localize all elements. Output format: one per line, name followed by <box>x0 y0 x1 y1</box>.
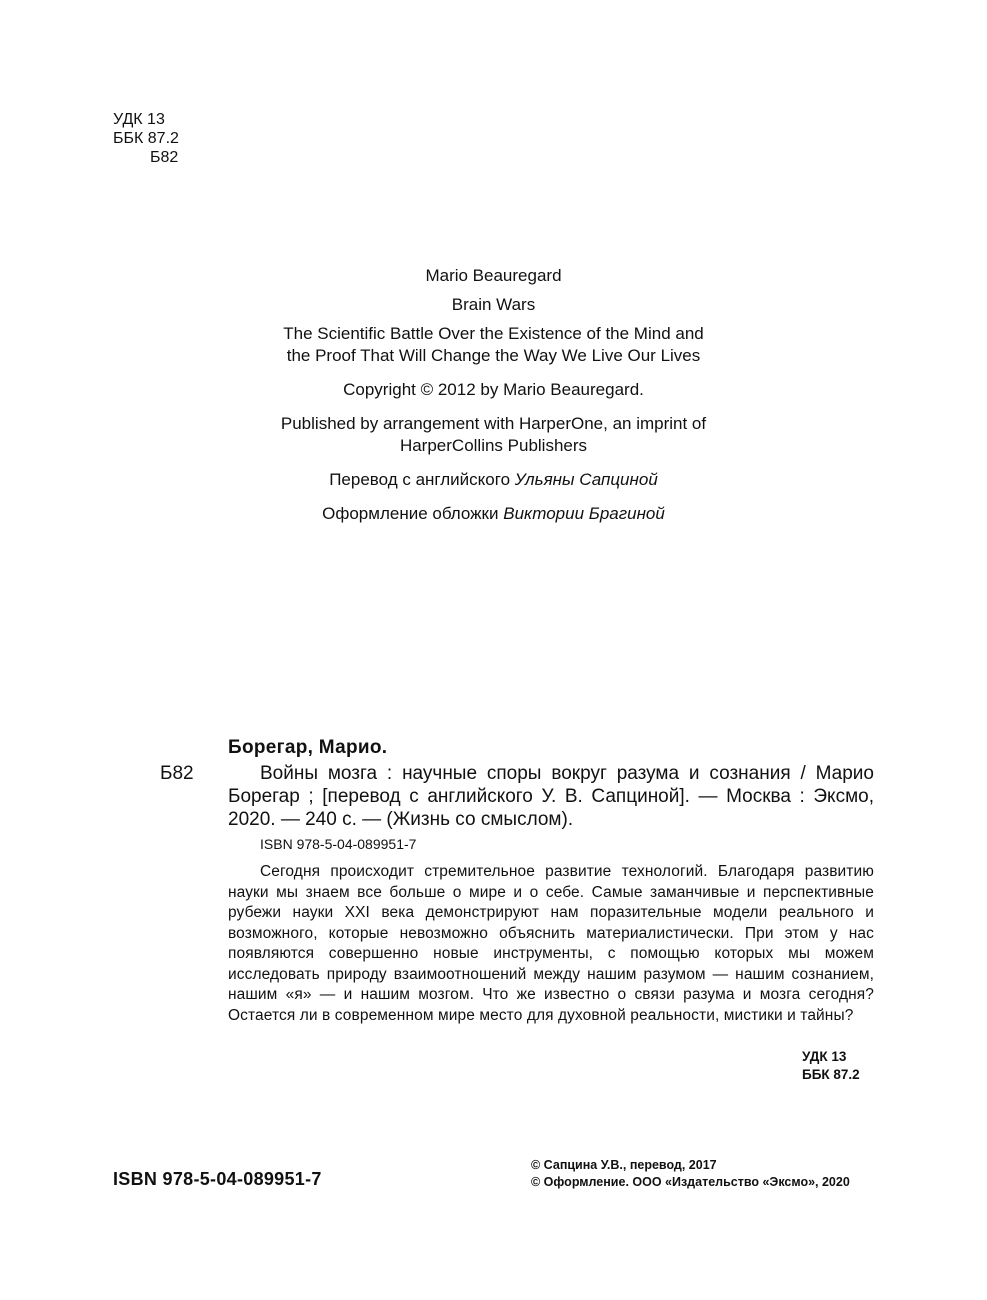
catalog-description: Войны мозга : научные споры вокруг разума и сознания / Марио Борегар ; [перевод с английского У. В. Сапциной]. — Москва : Эксмо, 2020. — 240 с. — (Жизнь со смыслом). <box>228 763 874 830</box>
translation-prefix: Перевод с английского <box>329 470 511 489</box>
footer-isbn: ISBN 978-5-04-089951-7 <box>113 1169 322 1189</box>
catalog-udk: УДК 13 <box>802 1049 847 1064</box>
designer-name: Виктории Брагиной <box>503 504 665 523</box>
original-subtitle-line-2: the Proof That Will Change the Way We Live Our Lives <box>286 346 701 365</box>
copyright-design: © Оформление. ООО «Издательство «Эксмо», 2020 <box>531 1175 850 1189</box>
catalog-author-mark: Б82 <box>160 763 194 784</box>
cover-design-credit <box>0 503 987 525</box>
original-edition-info <box>0 265 987 525</box>
translator-name: Ульяны Сапциной <box>514 470 658 489</box>
classification-codes <box>113 110 179 167</box>
translation-credit <box>0 469 987 491</box>
bbk-code: ББК 87.2 <box>113 130 179 147</box>
published-line-1: Published by arrangement with HarperOne, an imprint of <box>280 414 707 433</box>
catalog-isbn: ISBN 978-5-04-089951-7 <box>260 836 417 852</box>
footer-copyrights <box>531 1157 850 1191</box>
catalog-bbk: ББК 87.2 <box>802 1067 860 1082</box>
catalog-codes <box>802 1048 860 1084</box>
copyright-line: Copyright © 2012 by Mario Beauregard. <box>343 380 644 399</box>
author-mark: Б82 <box>150 149 179 166</box>
annotation-text: Сегодня происходит стремительное развитие технологий. Благодаря развитию науки мы знаем все больше о мире и о себе. Самые заманчивые и перспективные рубежи науки XXI века демонстрируют нам поразительные модели реального и возможного, которые невозможно объяснить материалистически. При этом у нас появляются совершенно новые инструменты, с помощью которых мы можем исследовать природу взаимоотношений между нашим разумом — нашим сознанием, нашим «я» — и нашим мозгом. Что же известно о связи разума и мозга сегодня? Остается ли в современном мире место для духовной реальности, мистики и тайны? <box>228 863 874 1024</box>
copyright-translation: © Сапцина У.В., перевод, 2017 <box>531 1158 717 1172</box>
udk-code: УДК 13 <box>113 111 165 128</box>
original-author: Mario Beauregard <box>425 266 562 285</box>
published-line-2: HarperCollins Publishers <box>399 436 588 455</box>
design-prefix: Оформление обложки <box>322 504 499 523</box>
original-subtitle-line-1: The Scientific Battle Over the Existence of the Mind and <box>283 324 704 343</box>
original-title: Brain Wars <box>451 295 536 314</box>
catalog-author-heading: Борегар, Марио. <box>228 737 388 758</box>
